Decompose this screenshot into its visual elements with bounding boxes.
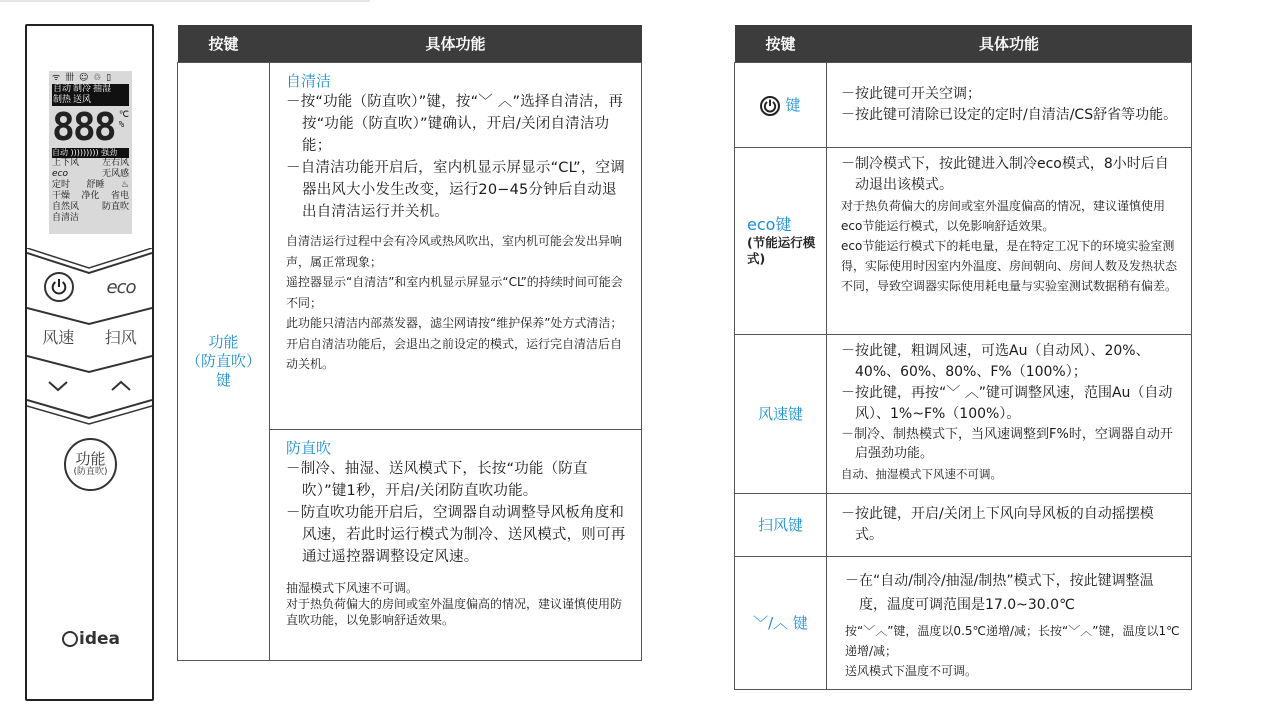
anti-direct-bullet-1: －制冷、抽湿、送风模式下，长按“功能（防直吹）”键1秒，开启/关闭防直吹功能。	[286, 461, 588, 499]
function-button-sublabel: (防直吹)	[73, 467, 108, 477]
key-label-temperature: ﹀/︿ 键	[753, 614, 808, 632]
lcd-status-icons: ᯤ 卌 ☺ ♲ ▯	[52, 73, 113, 83]
key-label-line3: 键	[215, 371, 231, 389]
self-clean-note-2: 遥控器显示“自清洁”和室内机显示屏显示“CL”的持续时间可能会不同；	[286, 275, 623, 310]
power-desc-cell	[827, 63, 1192, 148]
key-label-fan-speed: 风速键	[757, 405, 803, 423]
lcd-natural: 自然风	[52, 202, 80, 212]
swing-desc-cell	[827, 494, 1192, 557]
key-label-swing: 扫风键	[757, 516, 803, 534]
lcd-digit-value: 888	[52, 105, 115, 149]
remote-lcd	[49, 71, 132, 234]
lcd-no-wind: 无风感	[101, 169, 129, 179]
function-button-label: 功能	[75, 450, 106, 468]
power-button[interactable]	[44, 272, 74, 302]
remote-row-power-eco	[27, 270, 152, 304]
lcd-eco: eco	[52, 169, 68, 179]
top-rule	[0, 0, 370, 2]
swing-line-1: －按此键，开启/关闭上下风向导风板的自动摇摆模式。	[841, 506, 1154, 543]
lcd-fan-bar: 自动 ))))))))) 强劲	[52, 148, 129, 158]
key-cell-eco	[735, 148, 827, 335]
lcd-anti-direct: 防直吹	[101, 202, 129, 212]
key-cell-temperature	[735, 557, 827, 690]
key-cell-power	[735, 63, 827, 148]
self-clean-bullet-1: －按“功能（防直吹）”键，按“﹀ ︿”选择自清洁，再按“功能（防直吹）”键确认，开启/关闭自清洁功能；	[286, 94, 624, 154]
lcd-self-clean: 自清洁	[52, 213, 80, 223]
remote-row-fan-swing	[27, 319, 152, 353]
table-row	[735, 148, 1192, 335]
lcd-row-1	[52, 158, 129, 169]
lcd-updown: 上下风	[52, 158, 80, 168]
table-row	[735, 63, 1192, 148]
key-sublabel-eco: (节能运行模式)	[747, 235, 816, 266]
eco-desc-cell	[827, 148, 1192, 335]
self-clean-note-1: 自清洁运行过程中会有冷风或热风吹出，室内机可能会发出异响声，属正常现象；	[286, 234, 623, 269]
lcd-timer: 定时	[52, 180, 71, 190]
power-line-2: －按此键可清除已设定的定时/自清洁/CS舒省等功能。	[841, 107, 1178, 123]
fan-speed-desc-cell	[827, 335, 1192, 494]
fan-line-2: －按此键，再按“﹀ ︿”键可调整风速，范围Au（自动风）、1%~F%（100%）。	[841, 385, 1173, 422]
remote-divider-4	[27, 398, 152, 428]
function-key-table	[177, 25, 642, 661]
header-key: 按键	[735, 25, 827, 63]
lcd-mode-cool: 制冷	[73, 84, 92, 94]
anti-direct-bullet-2: －防直吹功能开启后，空调器自动调整导风板角度和风速，若此时运行模式为制冷、送风模式，则可再通过遥控器调整设定风速。	[286, 505, 626, 565]
table-row	[178, 63, 642, 430]
anti-direct-section	[270, 430, 641, 634]
lcd-mode-dry: 抽湿	[93, 84, 112, 94]
lcd-purify: 净化	[81, 191, 100, 201]
midea-logo	[62, 629, 120, 649]
lcd-mode-row-1	[52, 84, 129, 95]
lcd-units	[119, 110, 129, 130]
self-clean-section	[270, 63, 641, 381]
lcd-row-3	[52, 180, 129, 191]
key-cell-swing	[735, 494, 827, 557]
key-label-power: 键	[785, 95, 801, 114]
anti-direct-note-1: 抽湿模式下风速不可调。	[286, 581, 419, 595]
self-clean-bullet-2: －自清洁功能开启后，室内机显示屏显示“CL”，空调器出风大小发生改变，运行20−45分钟后自动退出自清洁运行并关机。	[286, 160, 625, 220]
lcd-row-6	[52, 213, 129, 224]
anti-direct-cell	[270, 430, 642, 661]
fan-line-1: －按此键，粗调风速，可选Au（自动风）、20%、40%、60%、80%、F%（100%）；	[841, 343, 1150, 380]
lcd-row-5	[52, 202, 129, 213]
eco-note-1: 对于热负荷偏大的房间或室外温度偏高的情况，建议谨慎使用eco节能运行模式，以免影响舒适效果。	[841, 199, 1166, 233]
chevron-up-icon[interactable]	[110, 379, 132, 393]
fan-line-3: －制冷、制热模式下，当风速调整到F%时，空调器自动开启强劲功能。	[841, 427, 1173, 461]
header-function: 具体功能	[827, 25, 1192, 63]
self-clean-title: 自清洁	[286, 72, 332, 90]
lcd-sleep: 舒睡	[86, 180, 105, 190]
lcd-mode-heat: 制热	[53, 95, 72, 105]
swing-button[interactable]: 扫风	[104, 327, 137, 347]
table-row	[735, 494, 1192, 557]
anti-direct-note-2: 对于热负荷偏大的房间或室外温度偏高的情况，建议谨慎使用防直吹功能，以免影响舒适效果。	[286, 597, 623, 627]
remote-control	[25, 24, 154, 701]
key-label-line1: 功能	[208, 333, 239, 351]
table-row	[735, 335, 1192, 494]
header-function: 具体功能	[270, 25, 642, 63]
temp-line-1: －在“自动/制冷/抽湿/制热”模式下，按此键调整温度，温度可调范围是17.0~30.0℃	[845, 573, 1154, 613]
lcd-mode-fan: 送风	[73, 95, 92, 105]
lcd-dry: 干燥	[52, 191, 71, 201]
lcd-heat-icon: ♨	[120, 180, 129, 190]
key-label-eco: eco键	[747, 215, 792, 234]
power-icon	[50, 278, 68, 296]
self-clean-cell	[270, 63, 642, 430]
eco-button[interactable]: eco	[106, 276, 136, 298]
eco-note-2: eco节能运行模式下的耗电量，是在特定工况下的环境实验室测得，实际使用时因室内外温度、房间朝向、房间人数及发热状态不同，导致空调器实际使用耗电量与实验室测试数据稍有偏差。	[841, 239, 1178, 293]
fan-note-1: 自动、抽湿模式下风速不可调。	[841, 467, 1002, 481]
key-cell-function	[178, 63, 270, 661]
function-anti-direct-button[interactable]	[64, 438, 117, 491]
power-icon	[760, 96, 780, 116]
anti-direct-title: 防直吹	[286, 439, 332, 457]
lcd-unit-percent: %	[118, 120, 125, 130]
key-label-line2: （防直吹）	[185, 352, 261, 370]
lcd-save: 省电	[110, 191, 129, 201]
lcd-unit-celsius: ℃	[118, 110, 129, 120]
lcd-mode-auto: 自动	[53, 84, 72, 94]
chevron-down-icon[interactable]	[47, 379, 69, 393]
power-line-1: －按此键可开关空调；	[841, 86, 981, 102]
lcd-row-2	[52, 169, 129, 180]
lcd-leftright: 左右风	[101, 158, 129, 168]
lcd-row-4	[52, 191, 129, 202]
temperature-desc-cell	[827, 557, 1192, 690]
table-header	[735, 25, 1192, 63]
key-cell-fan-speed	[735, 335, 827, 494]
self-clean-note-3: 此功能只清洁内部蒸发器，滤尘网请按“维护保养”处方式清洁；	[286, 316, 623, 330]
temp-note-1: 按“﹀︿”键，温度以0.5℃递增/减；长按“﹀︿”键，温度以1℃递增/减；	[845, 624, 1180, 658]
eco-line-1: －制冷模式下，按此键进入制冷eco模式，8小时后自动退出该模式。	[841, 156, 1169, 193]
table-row	[735, 557, 1192, 690]
lcd-digits	[52, 105, 129, 149]
header-key: 按键	[178, 25, 270, 63]
logo-text: idea	[79, 629, 120, 649]
self-clean-note-4: 开启自清洁功能后，会退出之前设定的模式，运行完自清洁后自动关机。	[286, 336, 623, 371]
table-header	[178, 25, 642, 63]
temp-note-2: 送风模式下温度不可调。	[845, 664, 978, 678]
fan-speed-button[interactable]: 风速	[42, 327, 75, 347]
midea-logo-mark	[62, 631, 78, 647]
key-function-table	[734, 25, 1192, 690]
